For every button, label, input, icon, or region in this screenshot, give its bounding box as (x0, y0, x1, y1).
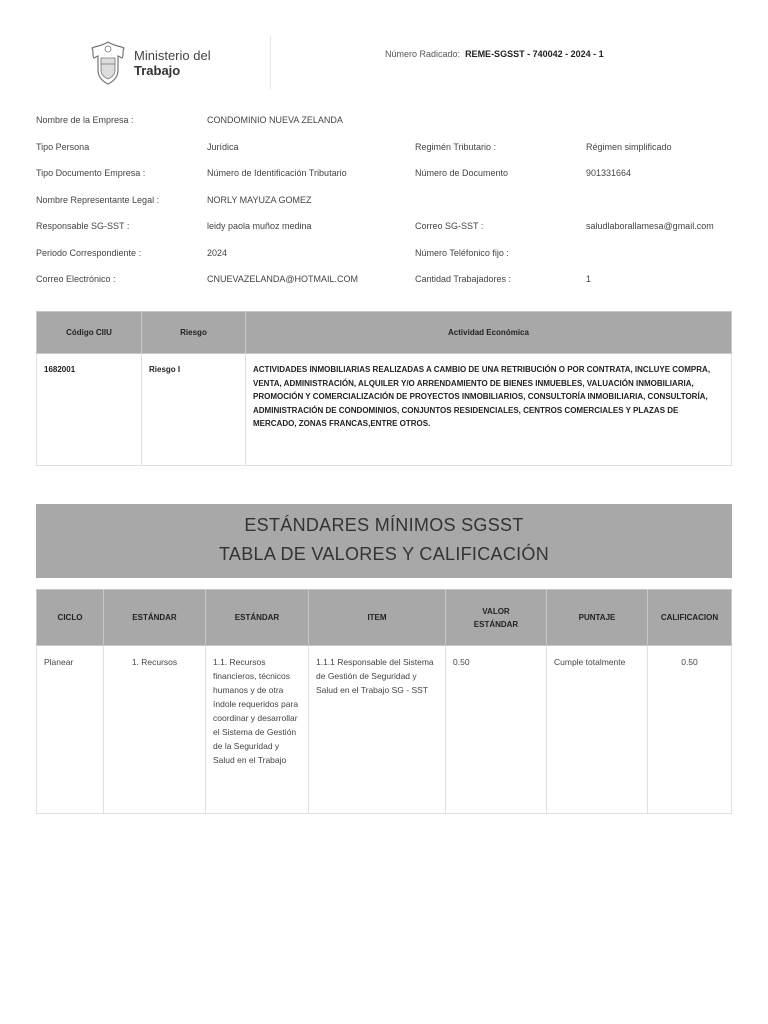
ciiu-riesgo-cell: Riesgo I (142, 354, 246, 466)
nombre-empresa-value: CONDOMINIO NUEVA ZELANDA (207, 115, 343, 125)
col-codigo-ciiu: Código CIIU (37, 312, 142, 354)
col-riesgo: Riesgo (142, 312, 246, 354)
radicado-label: Número Radicado: (385, 49, 461, 59)
ministerio-logo (88, 38, 248, 88)
num-doc-label: Número de Documento (415, 168, 509, 178)
col-actividad: Actividad Económica (246, 312, 732, 354)
nombre-empresa-label: Nombre de la Empresa : (36, 115, 134, 125)
ciclo-cell: Planear (37, 646, 104, 814)
col-calificacion: CALIFICACION (648, 590, 732, 646)
standards-subtitle: TABLA DE VALORES Y CALIFICACIÓN (218, 544, 550, 564)
ciiu-table (36, 311, 732, 466)
tipo-persona-label: Tipo Persona (36, 142, 90, 152)
correo-label: Correo Electrónico : (36, 274, 116, 284)
col-puntaje: PUNTAJE (547, 590, 648, 646)
col-ciclo: CICLO (37, 590, 104, 646)
table-row (37, 354, 732, 466)
logo-ministerio-text: Ministerio del (134, 48, 211, 63)
standards-title-banner (36, 504, 732, 578)
responsable-label: Responsable SG-SST : (36, 221, 130, 231)
col-estandar: ESTÁNDAR (104, 590, 206, 646)
responsable-value: leidy paola muñoz medina (207, 221, 312, 231)
regimen-label: Regimén Tributario : (415, 142, 497, 152)
tipo-doc-value: Número de Identificación Tributario (207, 168, 347, 178)
num-doc-value: 901331664 (586, 168, 632, 178)
ciiu-codigo-cell: 1682001 (37, 354, 142, 466)
radicado-number (385, 49, 604, 59)
radicado-value: REME-SGSST - 740042 - 2024 - 1 (465, 49, 604, 59)
ciiu-actividad-cell: ACTIVIDADES INMOBILIARIAS REALIZADAS A CAMBIO DE UNA RETRIBUCIÓN O POR CONTRATA, INCLUYE COMPRA, VENTA, ADMINISTRACIÓN, ALQUILER Y/O ARRENDAMIENTO DE BIENES INMUEBLES, VALUACIÓN INMOBILIARIA, PROMOCIÓN Y COMERCIALIZACIÓN DE PROYECTOS INMOBILIARIOS, CONSULTORÍA INMOBILIARIA, CONSULTORÍA, ADMINISTRACIÓN DE CONDOMINIOS, CONJUNTOS RESIDENCIALES, CENTROS COMERCIALES Y PLAZAS DE MERCADO, ZONAS FRANCAS,ENTRE OTROS. (246, 354, 732, 466)
logo-trabajo-text: Trabajo (134, 63, 181, 78)
representante-value: NORLY MAYUZA GOMEZ (207, 195, 312, 205)
ciiu-header-row (37, 312, 732, 354)
coat-of-arms-icon (88, 40, 128, 86)
tipo-persona-value: Jurídica (207, 142, 239, 152)
estandar-cell: 1. Recursos (104, 646, 206, 814)
standards-header-row (37, 590, 732, 646)
header-divider (270, 36, 271, 90)
trabajadores-label: Cantidad Trabajadores : (415, 274, 512, 284)
regimen-value: Régimen simplificado (586, 142, 672, 152)
trabajadores-value: 1 (586, 274, 592, 284)
periodo-value: 2024 (207, 248, 228, 258)
table-row (37, 646, 732, 814)
correo-sgsst-label: Correo SG-SST : (415, 221, 484, 231)
correo-sgsst-value: saludlaborallamesa@gmail.com (586, 221, 714, 231)
valor-estandar-cell: 0.50 (446, 646, 547, 814)
col-item: ITEM (309, 590, 446, 646)
standards-title: ESTÁNDARES MÍNIMOS SGSST (244, 515, 524, 535)
periodo-label: Periodo Correspondiente : (36, 248, 142, 258)
puntaje-cell: Cumple totalmente (547, 646, 648, 814)
item-cell: 1.1.1 Responsable del Sistema de Gestión de Seguridad y Salud en el Trabajo SG - SST (309, 646, 446, 814)
tipo-doc-label: Tipo Documento Empresa : (36, 168, 146, 178)
calificacion-cell: 0.50 (648, 646, 732, 814)
col-valor-estandar: VALOR ESTÁNDAR (446, 590, 547, 646)
col-subestandar: ESTÁNDAR (206, 590, 309, 646)
representante-label: Nombre Representante Legal : (36, 195, 160, 205)
page-header (0, 0, 768, 100)
telefono-label: Número Teléfonico fijo : (415, 248, 509, 258)
correo-value: CNUEVAZELANDA@HOTMAIL.COM (207, 274, 358, 284)
subestandar-cell: 1.1. Recursos financieros, técnicos humanos y de otra índole requeridos para coordinar y desarrollar el Sistema de Gestión de la Seguridad y Salud en el Trabajo (206, 646, 309, 814)
standards-table (36, 589, 732, 814)
